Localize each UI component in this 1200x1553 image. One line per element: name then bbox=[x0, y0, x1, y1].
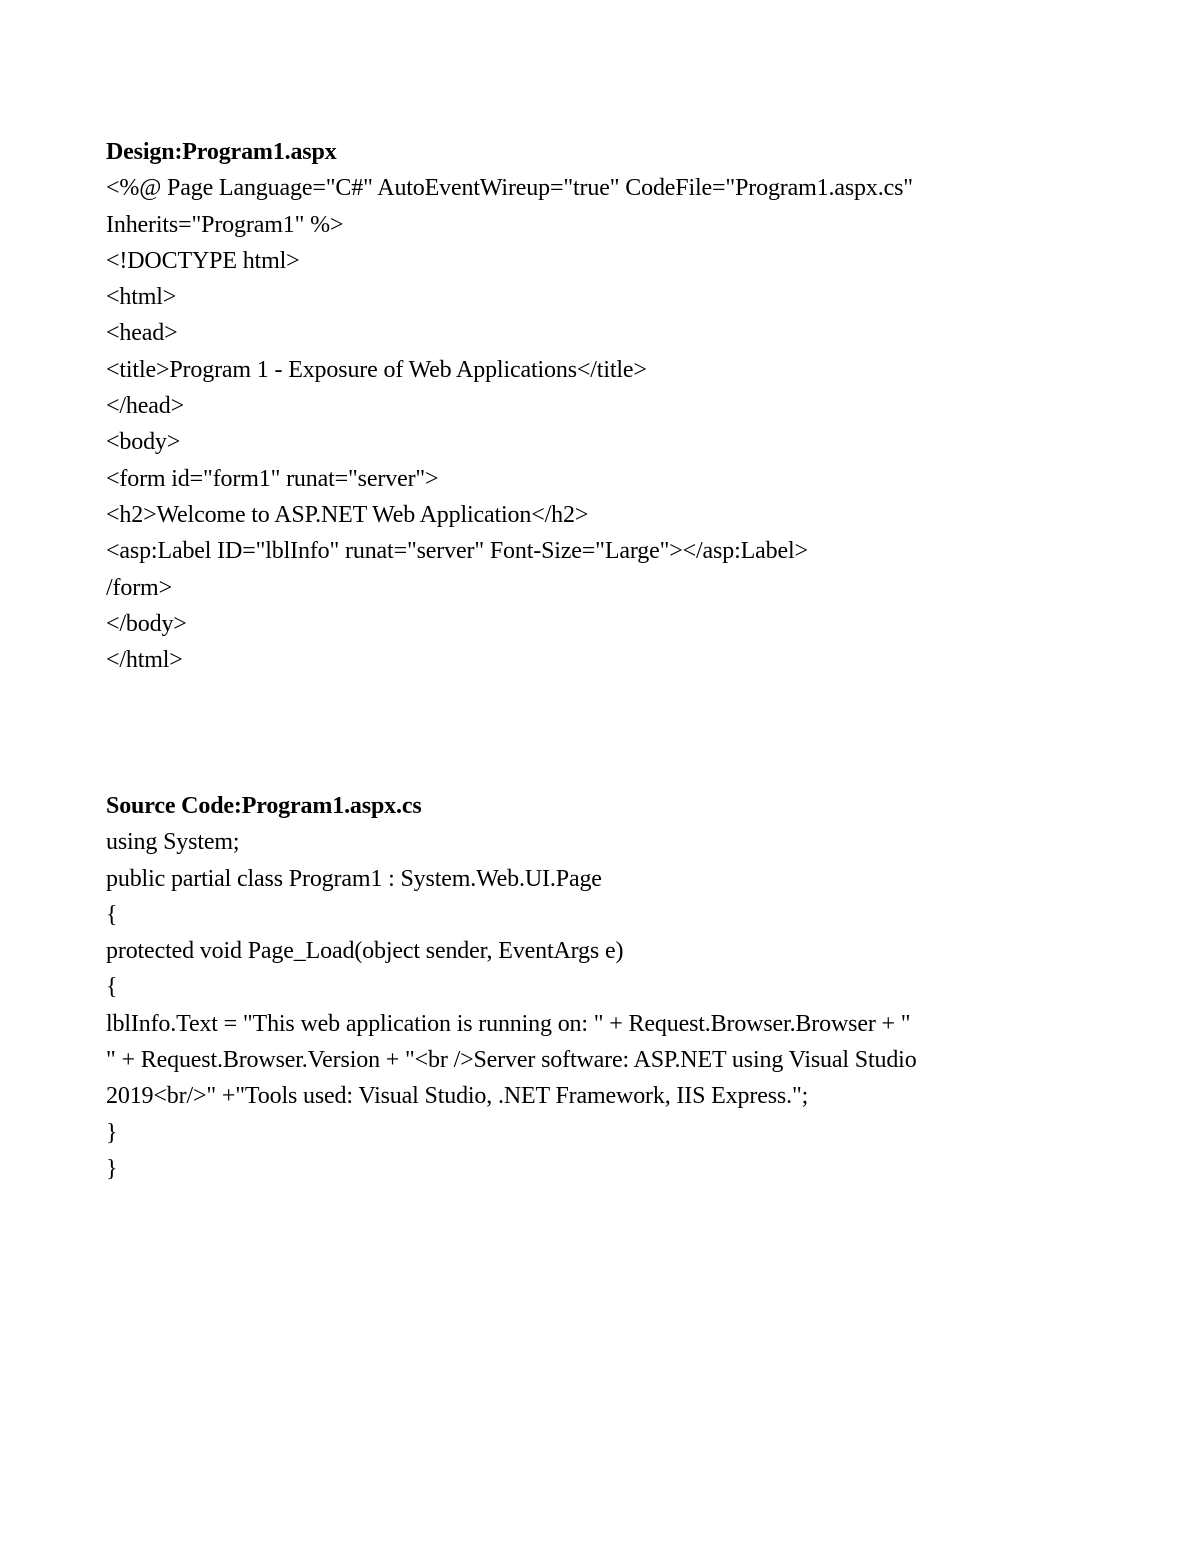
source-code-line: 2019<br/>" +"Tools used: Visual Studio, .NET Framework, IIS Express."; bbox=[106, 1083, 809, 1110]
source-code-line: " + Request.Browser.Version + "<br />Server software: ASP.NET using Visual Studio bbox=[106, 1047, 917, 1074]
source-code-line: } bbox=[106, 1119, 118, 1146]
design-section bbox=[106, 134, 1106, 678]
source-code-line: { bbox=[106, 901, 118, 928]
design-code-line: <asp:Label ID="lblInfo" runat="server" Font-Size="Large"></asp:Label> bbox=[106, 538, 808, 565]
source-code-line: protected void Page_Load(object sender, EventArgs e) bbox=[106, 938, 624, 965]
source-code-line: { bbox=[106, 974, 118, 1001]
design-code-line: </head> bbox=[106, 393, 184, 420]
design-code-line: </body> bbox=[106, 610, 187, 637]
design-code-line: <html> bbox=[106, 284, 177, 311]
design-code-line: <head> bbox=[106, 320, 178, 347]
source-code-line: lblInfo.Text = "This web application is running on: " + Request.Browser.Browser + " bbox=[106, 1010, 911, 1037]
source-code-line: using System; bbox=[106, 829, 240, 856]
source-code-line: public partial class Program1 : System.Web.UI.Page bbox=[106, 865, 602, 892]
design-code-line: <%@ Page Language="C#" AutoEventWireup="true" CodeFile="Program1.aspx.cs" bbox=[106, 175, 913, 202]
source-heading: Source Code:Program1.aspx.cs bbox=[106, 793, 422, 819]
design-code-line: <title>Program 1 - Exposure of Web Applications</title> bbox=[106, 356, 647, 383]
source-code-line: } bbox=[106, 1155, 118, 1182]
design-code-line: </html> bbox=[106, 647, 183, 674]
design-code-line: <form id="form1" runat="server"> bbox=[106, 465, 439, 492]
source-section bbox=[106, 788, 1106, 1187]
design-code-line: Inherits="Program1" %> bbox=[106, 211, 344, 238]
design-code-line: /form> bbox=[106, 574, 172, 601]
design-code-line: <body> bbox=[106, 429, 181, 456]
design-heading: Design:Program1.aspx bbox=[106, 139, 337, 165]
design-code-line: <h2>Welcome to ASP.NET Web Application</h2> bbox=[106, 501, 589, 528]
design-code-line: <!DOCTYPE html> bbox=[106, 247, 300, 274]
